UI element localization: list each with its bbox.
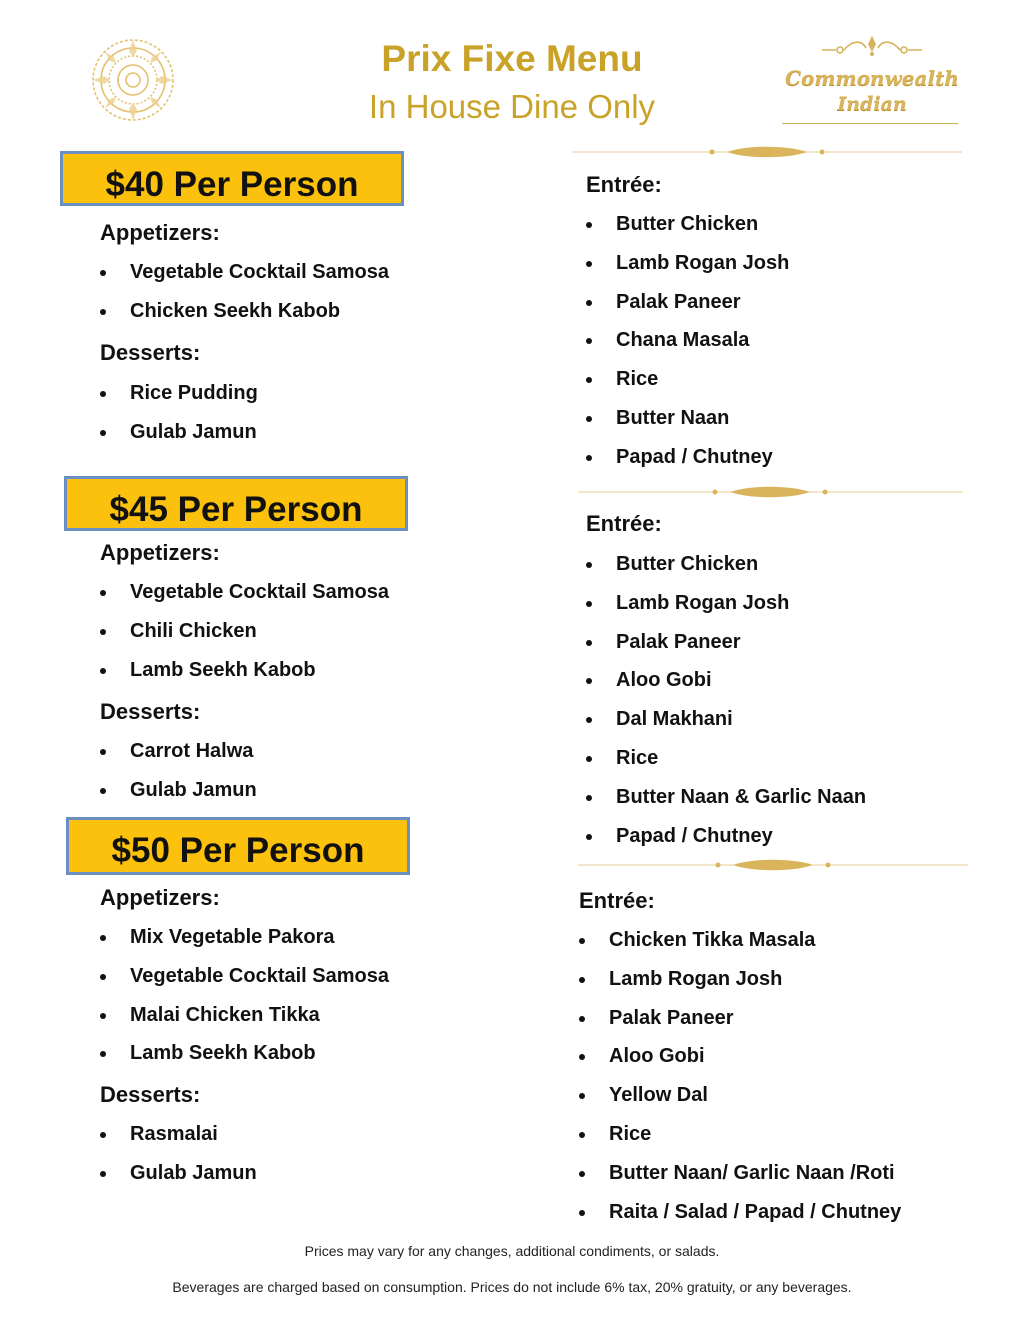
crown-ornament-icon [782,34,962,58]
bullet-icon [100,935,106,941]
list-item: Lamb Rogan Josh [586,590,866,629]
list-item: Palak Paneer [579,1005,901,1044]
list-item: Chicken Tikka Masala [579,927,901,966]
appetizers-heading: Appetizers: [100,220,220,245]
list-item: Rice [586,366,789,405]
bullet-icon [579,1210,585,1216]
desserts-heading: Desserts: [100,1082,201,1107]
list-item: Aloo Gobi [586,667,866,706]
list-item: Carrot Halwa [100,738,257,777]
appetizers-list [100,259,389,337]
bullet-icon [100,974,106,980]
bullet-icon [586,261,592,267]
bullet-icon [586,416,592,422]
bullet-icon [579,1054,585,1060]
list-item: Rice [586,745,866,784]
bullet-icon [579,1132,585,1138]
bullet-icon [579,1016,585,1022]
page-subtitle: In House Dine Only [368,88,656,125]
logo-line-2: Indian [837,93,907,115]
logo-line-1: Commonwealth [785,66,959,90]
price-label: $40 Per Person [105,165,359,204]
list-item: Gulab Jamun [100,419,258,458]
list-item: Butter Naan/ Garlic Naan /Roti [579,1160,901,1199]
bullet-icon [100,788,106,794]
price-box-45 [64,476,408,531]
bullet-icon [100,590,106,596]
entree-heading: Entrée: [586,172,662,197]
desserts-list [100,1121,257,1199]
appetizers-heading: Appetizers: [100,885,220,910]
entree-list [586,211,789,483]
page-title: Prix Fixe Menu [381,38,643,79]
list-item: Chicken Seekh Kabob [100,298,389,337]
appetizers-list [100,924,389,1079]
list-item: Rice [579,1121,901,1160]
list-item: Lamb Rogan Josh [586,250,789,289]
entree-heading: Entrée: [579,888,655,913]
desserts-list [100,380,258,458]
entree-list [579,927,901,1237]
bullet-icon [586,338,592,344]
bullet-icon [100,749,106,755]
bullet-icon [586,640,592,646]
list-item: Mix Vegetable Pakora [100,924,389,963]
price-label: $45 Per Person [109,490,363,529]
price-label: $50 Per Person [111,831,365,870]
list-item: Lamb Seekh Kabob [100,657,389,696]
footer-note-1: Prices may vary for any changes, additional condiments, or salads. [304,1243,720,1259]
bullet-icon [586,795,592,801]
list-item: Gulab Jamun [100,1160,257,1199]
list-item: Malai Chicken Tikka [100,1002,389,1041]
bullet-icon [586,300,592,306]
price-box-40 [60,151,404,206]
list-item: Yellow Dal [579,1082,901,1121]
bullet-icon [100,309,106,315]
bullet-icon [100,270,106,276]
list-item: Chana Masala [586,327,789,366]
bullet-icon [100,1051,106,1057]
bullet-icon [586,455,592,461]
entree-list [586,551,866,861]
menu-header [0,0,1024,140]
desserts-list [100,738,257,816]
list-item: Butter Naan & Garlic Naan [586,784,866,823]
footer-note-2: Beverages are charged based on consumption. Prices do not include 6% tax, 20% gratuity, or any beverages. [172,1279,852,1295]
list-item: Vegetable Cocktail Samosa [100,963,389,1002]
list-item: Papad / Chutney [586,444,789,483]
bullet-icon [586,756,592,762]
appetizers-list [100,579,389,695]
bullet-icon [579,938,585,944]
logo-rule [782,123,958,124]
divider-top [572,146,962,158]
bullet-icon [586,601,592,607]
bullet-icon [586,562,592,568]
list-item: Dal Makhani [586,706,866,745]
entree-heading: Entrée: [586,511,662,536]
list-item: Rice Pudding [100,380,258,419]
list-item: Vegetable Cocktail Samosa [100,259,389,298]
list-item: Gulab Jamun [100,777,257,816]
bullet-icon [100,1013,106,1019]
list-item: Chili Chicken [100,618,389,657]
restaurant-logo [782,30,962,130]
bullet-icon [586,717,592,723]
list-item: Lamb Rogan Josh [579,966,901,1005]
bullet-icon [586,678,592,684]
list-item: Palak Paneer [586,629,866,668]
list-item: Papad / Chutney [586,823,866,862]
list-item: Butter Naan [586,405,789,444]
list-item: Raita / Salad / Papad / Chutney [579,1199,901,1238]
bullet-icon [579,1093,585,1099]
bullet-icon [586,834,592,840]
bullet-icon [100,668,106,674]
bullet-icon [100,1171,106,1177]
list-item: Rasmalai [100,1121,257,1160]
list-item: Vegetable Cocktail Samosa [100,579,389,618]
price-box-50 [66,817,410,875]
appetizers-heading: Appetizers: [100,540,220,565]
list-item: Palak Paneer [586,289,789,328]
divider-middle [578,486,963,498]
list-item: Aloo Gobi [579,1043,901,1082]
list-item: Butter Chicken [586,211,789,250]
bullet-icon [579,1171,585,1177]
bullet-icon [586,222,592,228]
bullet-icon [100,629,106,635]
bullet-icon [100,391,106,397]
list-item: Butter Chicken [586,551,866,590]
bullet-icon [100,430,106,436]
bullet-icon [586,377,592,383]
bullet-icon [579,977,585,983]
list-item: Lamb Seekh Kabob [100,1040,389,1079]
desserts-heading: Desserts: [100,699,201,724]
desserts-heading: Desserts: [100,340,201,365]
bullet-icon [100,1132,106,1138]
